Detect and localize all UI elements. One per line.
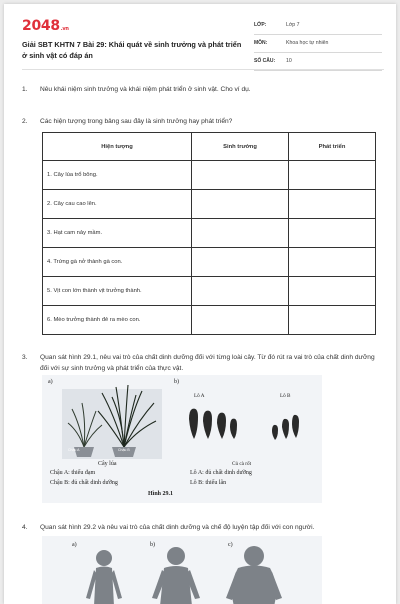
- table-row: 6. Mèo trưởng thành đẻ ra mèo con.: [43, 306, 376, 335]
- figure-1-caption: Hình 29.1: [148, 491, 174, 497]
- document-title: Giải SBT KHTN 7 Bài 29: Khái quát về sinh trưởng và phát triển ở sinh vật có đáp án: [22, 40, 242, 60]
- plant-b-name: Củ cà rốt: [232, 461, 252, 467]
- figure-29-1: [42, 375, 322, 503]
- document-page: 2048.vn Giải SBT KHTN 7 Bài 29: Khái quát về sinh trưởng và phát triển ở sinh vật có đáp án LỚP: Lớp 7 MÔN: Khoa học tự nhiên SỐ CÂU: 10 1. Nêu khái niệm sinh trưởng và khái niệm phát triển ở sinh vật. Cho ví dụ. 2. Các hiện tượng trong bảng sau đây là sinh trưởng hay phát triển? Hiện tượng Sinh trưởng Phát triển 1. Cây lúa trổ bông. 2. Cây cau cao lên. 3. Hạt cam nảy mầm. 4. Trứng gà nở thành gà con. 5. Vịt con lớn thành vịt trưởng thành. 6. Mèo trưởng thành đẻ ra mèo con. 3. Quan sát hình 29.1, nêu vai trò của chất dinh dưỡng đối với từng loài cây. Từ đó rút ra vai trò của chất dinh dưỡng đối với sự sinh trưởng và phát triển của thực vật. a) b) Chậu A Chậu B Cây lúa Chậu A: thiếu đạm Chậu B: đủ chất dinh dưỡng Lô A Lô B Củ cà rốt Lô A: đủ chất dinh dưỡng Lô B: thiếu lân Hình 29.1 4. Quan sát hình 29.2 và nêu vai trò của chất dinh dưỡng và chế độ luyện tập đối với con người. a) b) c): [4, 4, 396, 604]
- meta-class: LỚP: Lớp 7: [254, 19, 382, 35]
- figure-29-2: [42, 536, 322, 604]
- figure-1-label-b: b): [174, 379, 179, 385]
- figure-1-label-a: a): [48, 379, 53, 385]
- column-header: Sinh trưởng: [192, 133, 289, 161]
- plant-a-name: Cây lúa: [98, 461, 117, 467]
- table-row: 5. Vịt con lớn thành vịt trưởng thành.: [43, 277, 376, 306]
- header-divider: [22, 69, 384, 70]
- site-logo[interactable]: 2048.vn: [22, 18, 69, 34]
- column-header: Hiện tượng: [43, 133, 192, 161]
- column-header: Phát triển: [289, 133, 376, 161]
- figure-29-2-illustration: [42, 536, 322, 604]
- pot-a-description: Chậu A: thiếu đạm: [50, 470, 96, 476]
- table-row: 1. Cây lúa trổ bông.: [43, 161, 376, 190]
- phenomena-table: [42, 132, 376, 335]
- meta-question-count: SỐ CÂU: 10: [254, 55, 382, 71]
- figure-2-label-b: b): [150, 542, 155, 548]
- table-row: 4. Trứng gà nở thành gà con.: [43, 248, 376, 277]
- table-header-row: [43, 133, 376, 161]
- pot-b-tag: Chậu B: [118, 448, 130, 452]
- figure-2-label-a: a): [72, 542, 77, 548]
- lot-b-label: Lô B: [280, 393, 291, 399]
- meta-subject: MÔN: Khoa học tự nhiên: [254, 37, 382, 53]
- figure-2-label-c: c): [228, 542, 233, 548]
- pot-b-description: Chậu B: đủ chất dinh dưỡng: [50, 480, 118, 486]
- table-row: 3. Hạt cam nảy mầm.: [43, 219, 376, 248]
- table-row: 2. Cây cau cao lên.: [43, 190, 376, 219]
- document-meta: [254, 19, 382, 73]
- lot-a-label: Lô A: [194, 393, 205, 399]
- lot-b-description: Lô B: thiếu lân: [190, 480, 227, 486]
- pot-a-tag: Chậu A: [68, 448, 80, 452]
- lot-a-description: Lô A: đủ chất dinh dưỡng: [190, 470, 252, 476]
